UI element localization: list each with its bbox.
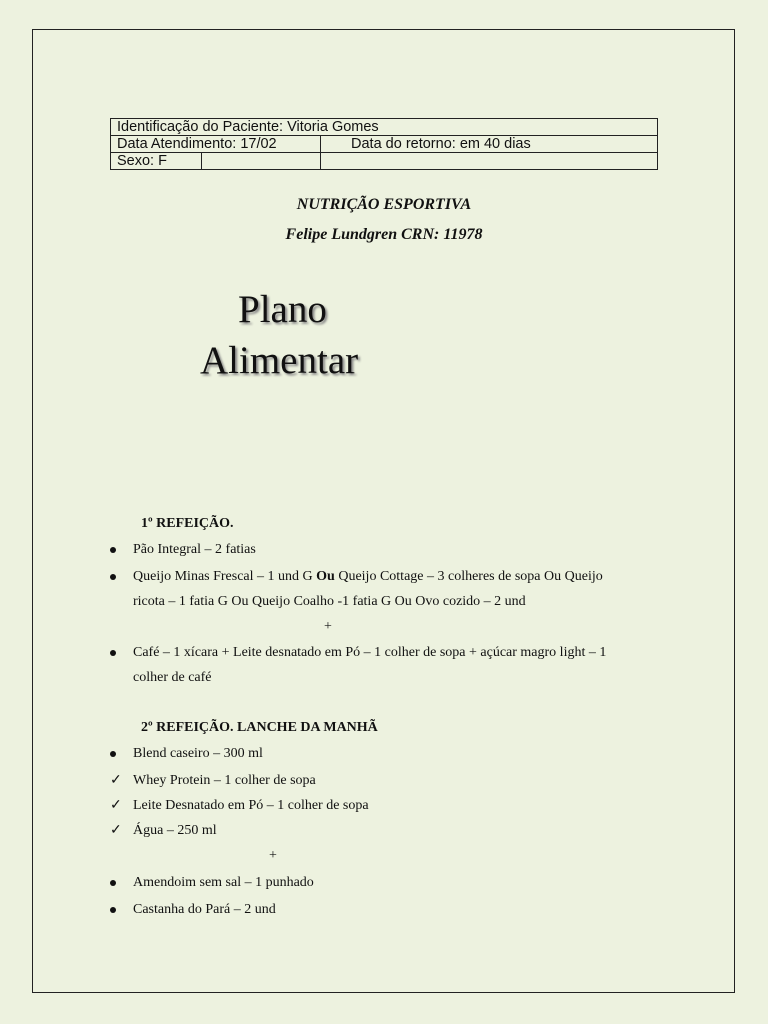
- bullet-icon: [110, 897, 116, 922]
- check-icon: ✓: [110, 773, 122, 788]
- meal1-item2: [133, 564, 673, 589]
- meal1-item2-part-b: Queijo Cottage – 3 colheres de sopa Ou Queijo: [334, 569, 603, 584]
- meal1-item3: Café – 1 xícara + Leite desnatado em Pó – 1 colher de sopa + açúcar magro light – 1: [133, 645, 607, 660]
- appointment-date: Data Atendimento: 17/02: [111, 136, 321, 153]
- meal2-item1: Blend caseiro – 300 ml: [133, 746, 263, 761]
- meal1-item2-part-a: Queijo Minas Frescal – 1 und G: [133, 569, 317, 584]
- meal1-item1: Pão Integral – 2 fatias: [133, 542, 256, 557]
- check-icon: ✓: [110, 823, 122, 838]
- specialty-heading: NUTRIÇÃO ESPORTIVA: [296, 196, 472, 213]
- meal1-title: 1º REFEIÇÃO.: [141, 516, 234, 531]
- table-row: [111, 136, 658, 153]
- meal1-plus: +: [324, 619, 332, 634]
- bullet-icon: [110, 741, 116, 766]
- meal2-title: 2º REFEIÇÃO. LANCHE DA MANHÃ: [141, 720, 378, 735]
- bullet-icon: [110, 870, 116, 895]
- meal1-item2-continued: ricota – 1 fatia G Ou Queijo Coalho -1 fatia G Ou Ovo cozido – 2 und: [133, 594, 526, 609]
- bullet-icon: [110, 537, 116, 562]
- meal1-item2-or: Ou: [316, 569, 335, 584]
- page-title-line1: Plano: [238, 288, 327, 331]
- meal2-plus: +: [269, 848, 277, 863]
- return-date: Data do retorno: em 40 dias: [321, 136, 658, 153]
- meal2-sub3: Água – 250 ml: [133, 823, 217, 838]
- table-row: [111, 153, 658, 170]
- check-icon: ✓: [110, 798, 122, 813]
- meal2-sub1: Whey Protein – 1 colher de sopa: [133, 773, 316, 788]
- meal2-item3: Castanha do Pará – 2 und: [133, 902, 276, 917]
- patient-sex: Sexo: F: [111, 153, 202, 170]
- empty-cell: [321, 153, 658, 170]
- patient-identification: Identificação do Paciente: Vitoria Gomes: [111, 119, 658, 136]
- page-frame: [32, 29, 735, 993]
- patient-info-table: [110, 118, 658, 170]
- bullet-icon: [110, 640, 116, 665]
- professional-heading: Felipe Lundgren CRN: 11978: [285, 226, 483, 243]
- bullet-icon: [110, 564, 116, 589]
- meal1-item3-continued: colher de café: [133, 670, 212, 685]
- table-row: [111, 119, 658, 136]
- meal2-sub2: Leite Desnatado em Pó – 1 colher de sopa: [133, 798, 369, 813]
- page-title-line2: Alimentar: [200, 339, 359, 382]
- empty-cell: [202, 153, 321, 170]
- meal2-item2: Amendoim sem sal – 1 punhado: [133, 875, 314, 890]
